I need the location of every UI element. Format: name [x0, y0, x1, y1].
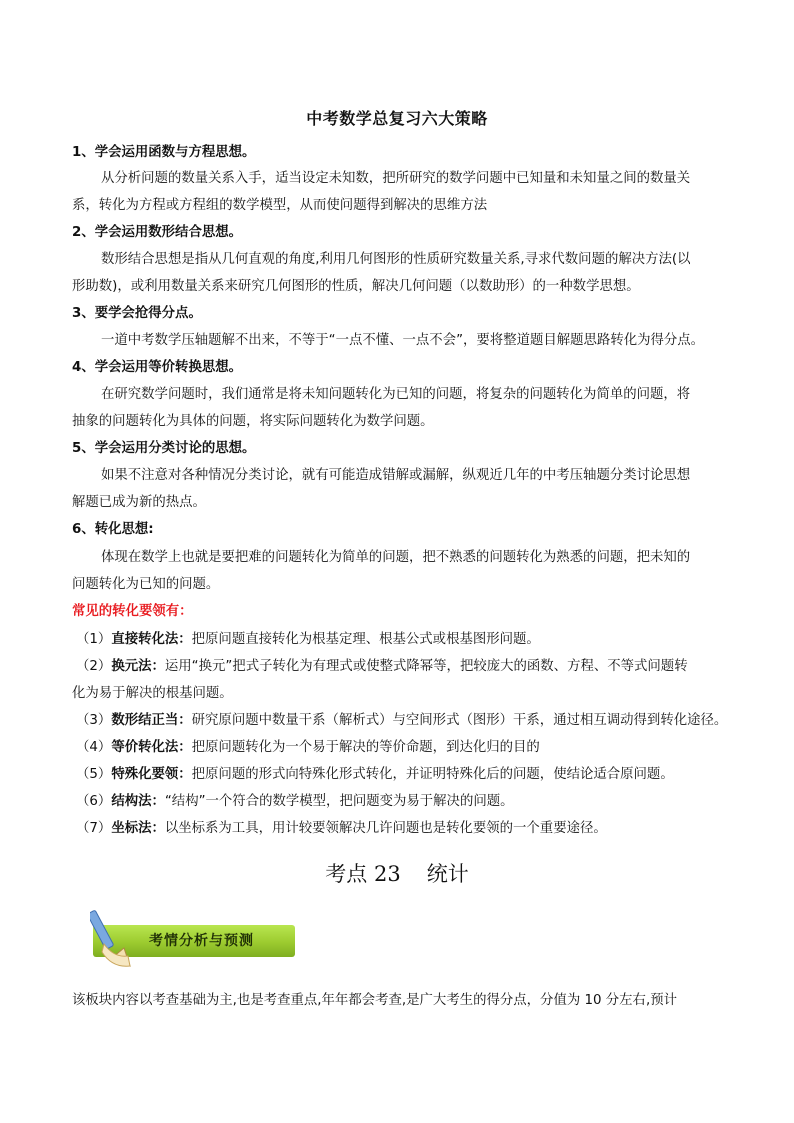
method-item-7 [76, 819, 732, 839]
method-1-number: （1） [76, 632, 112, 647]
method-4-text: 把原问题转化为一个易于解决的等价命题，到达化归的目的 [191, 740, 540, 755]
method-1-term: 直接转化法： [111, 632, 192, 647]
section-6-paragraph-line-2: 问题转化为已知的问题。 [72, 577, 220, 592]
section-5-heading: 5、学会运用分类讨论的思想。 [72, 441, 256, 456]
method-3-number: （3） [76, 713, 112, 728]
method-item-1 [76, 630, 732, 650]
section-1-paragraph-line-2: 系，转化为方程或方程组的数学模型，从而使问题得到解决的思维方法 [72, 198, 488, 213]
method-item-2 [76, 657, 732, 677]
method-3-term: 数形结正当： [111, 713, 192, 728]
method-2-term: 换元法： [111, 659, 165, 674]
section-1-heading: 1、学会运用函数与方程思想。 [72, 145, 256, 160]
banner-label: 考情分析与预测 [149, 933, 254, 949]
method-7-term: 坐标法： [111, 821, 165, 836]
section-1-paragraph-line-1: 从分析问题的数量关系入手，适当设定未知数，把所研究的数学问题中已知量和未知量之间的数量关 [101, 171, 691, 186]
pencil-icon [90, 906, 134, 970]
method-3-text: 研究原问题中数量干系（解析式）与空间形式（图形）干系，通过相互调动得到转化途径。 [191, 713, 728, 728]
analysis-paragraph-line-1: 该板块内容以考查基础为主,也是考查重点,年年都会考查,是广大考生的得分点，分值为 10 分左右,预计 [72, 993, 677, 1008]
method-6-text: “结构”一个符合的数学模型，把问题变为易于解决的问题。 [164, 794, 514, 809]
section-2-paragraph-line-1: 数形结合思想是指从几何直观的角度,利用几何图形的性质研究数量关系,寻求代数问题的解决方法(以 [101, 252, 691, 267]
section-3-heading: 3、要学会抢得分点。 [72, 306, 202, 321]
method-4-number: （4） [76, 740, 112, 755]
topic-name: 统计 [426, 862, 469, 886]
method-5-number: （5） [76, 767, 112, 782]
section-4-paragraph-line-2: 抽象的问题转化为具体的问题，将实际问题转化为数学问题。 [72, 414, 434, 429]
method-7-text: 以坐标系为工具，用计较要领解决几许问题也是转化要领的一个重要途径。 [164, 821, 607, 836]
common-methods-heading: 常见的转化要领有： [72, 604, 193, 619]
method-6-number: （6） [76, 794, 112, 809]
section-6-paragraph-line-1: 体现在数学上也就是要把难的问题转化为简单的问题，把不熟悉的问题转化为熟悉的问题，把未知的 [101, 550, 691, 565]
method-6-term: 结构法： [111, 794, 165, 809]
method-1-text: 把原问题直接转化为根基定理、根基公式或根基图形问题。 [191, 632, 540, 647]
page-title: 中考数学总复习六大策略 [306, 109, 488, 128]
topic-heading [0, 858, 794, 888]
method-item-6 [76, 792, 732, 812]
section-2-heading: 2、学会运用数形结合思想。 [72, 225, 243, 240]
section-5-paragraph-line-1: 如果不注意对各种情况分类讨论，就有可能造成错解或漏解，纵观近几年的中考压轴题分类讨论思想 [101, 468, 691, 483]
method-5-text: 把原问题的形式向特殊化形式转化，并证明特殊化后的问题，使结论适合原问题。 [191, 767, 674, 782]
section-4-heading: 4、学会运用等价转换思想。 [72, 360, 243, 375]
topic-label: 考点 23 [325, 862, 401, 886]
section-2-paragraph-line-2: 形助数)，或利用数量关系来研究几何图形的性质，解决几何问题（以数助形）的一种数学思想。 [72, 279, 640, 294]
method-2-text: 运用“换元”把式子转化为有理式或使整式降幂等，把较庞大的函数、方程、不等式问题转 [164, 659, 688, 674]
section-3-paragraph-line-1: 一道中考数学压轴题解不出来，不等于“一点不懂、一点不会”，要将整道题目解题思路转化为得分点。 [101, 333, 705, 348]
method-5-term: 特殊化要领： [111, 767, 192, 782]
method-item-4 [76, 738, 732, 758]
method-2-text-continued: 化为易于解决的根基问题。 [72, 686, 233, 701]
method-item-5 [76, 765, 732, 785]
section-4-paragraph-line-1: 在研究数学问题时，我们通常是将未知问题转化为已知的问题，将复杂的问题转化为简单的问题，将 [101, 387, 691, 402]
section-5-paragraph-line-2: 解题已成为新的热点。 [72, 495, 206, 510]
section-6-heading: 6、转化思想: [72, 522, 154, 537]
method-7-number: （7） [76, 821, 112, 836]
method-2-number: （2） [76, 659, 112, 674]
method-4-term: 等价转化法： [111, 740, 192, 755]
method-item-3 [76, 711, 732, 731]
